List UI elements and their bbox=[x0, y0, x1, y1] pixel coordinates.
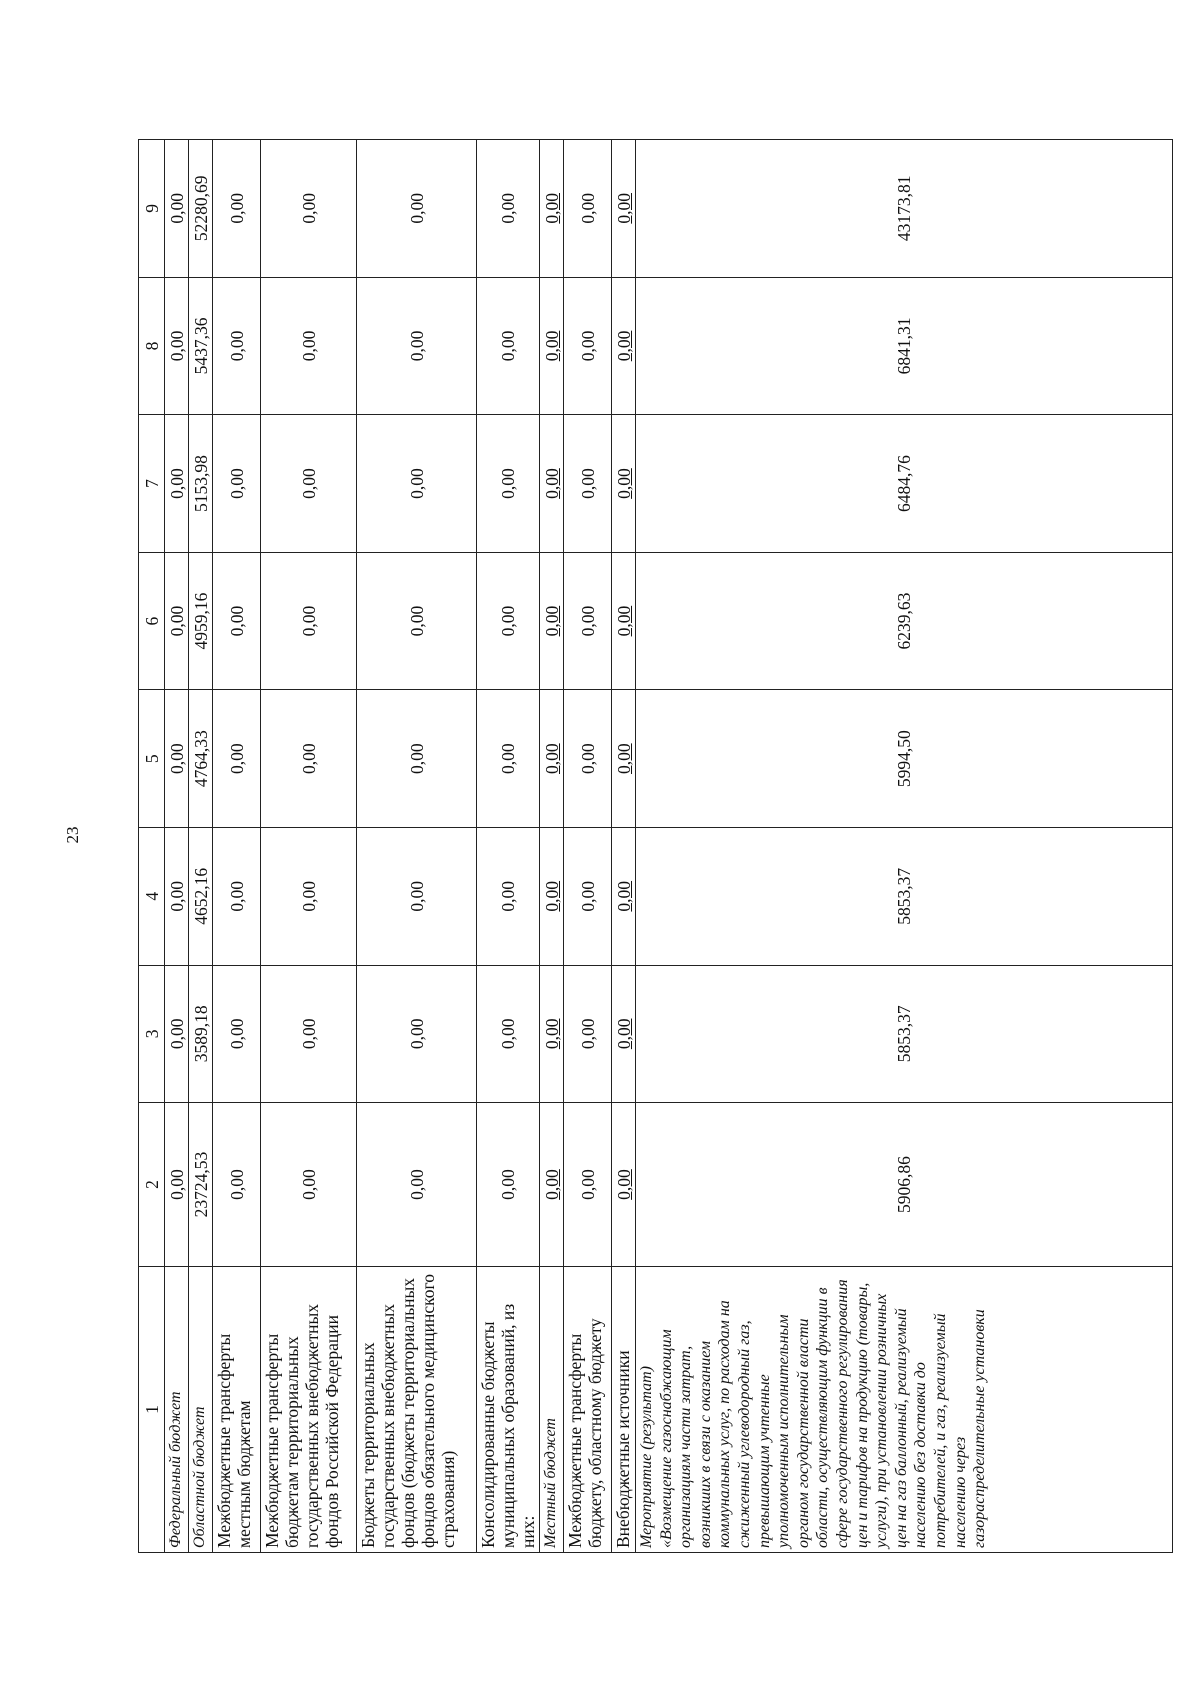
cell-value: 43173,81 bbox=[636, 140, 1173, 278]
cell-value: 0,00 bbox=[357, 690, 477, 828]
cell-value: 0,00 bbox=[261, 140, 357, 278]
cell-value: 0,00 bbox=[357, 965, 477, 1103]
cell-value: 0,00 bbox=[612, 1103, 636, 1267]
cell-value: 0,00 bbox=[165, 965, 189, 1103]
cell-value: 0,00 bbox=[165, 827, 189, 965]
row-label: Местный бюджет bbox=[540, 1266, 564, 1552]
cell-value: 0,00 bbox=[564, 415, 612, 553]
cell-value: 23724,53 bbox=[189, 1103, 213, 1267]
header-cell: 1 bbox=[139, 1266, 165, 1552]
cell-value: 0,00 bbox=[213, 415, 261, 553]
cell-value: 0,00 bbox=[612, 827, 636, 965]
cell-value: 5853,37 bbox=[636, 965, 1173, 1103]
row-label: Областной бюджет bbox=[189, 1266, 213, 1552]
table-row bbox=[636, 140, 1173, 1553]
cell-value: 5437,36 bbox=[189, 277, 213, 415]
header-cell: 2 bbox=[139, 1103, 165, 1267]
cell-value: 5153,98 bbox=[189, 415, 213, 553]
cell-value: 0,00 bbox=[612, 140, 636, 278]
header-cell: 3 bbox=[139, 965, 165, 1103]
cell-value: 0,00 bbox=[564, 690, 612, 828]
cell-value: 0,00 bbox=[261, 827, 357, 965]
cell-value: 0,00 bbox=[261, 1103, 357, 1267]
cell-value: 0,00 bbox=[540, 1103, 564, 1267]
cell-value: 0,00 bbox=[261, 415, 357, 553]
cell-value: 5994,50 bbox=[636, 690, 1173, 828]
header-cell: 5 bbox=[139, 690, 165, 828]
table-row bbox=[477, 140, 540, 1553]
cell-value: 0,00 bbox=[477, 690, 540, 828]
header-cell: 7 bbox=[139, 415, 165, 553]
table-row bbox=[540, 140, 564, 1553]
cell-value: 0,00 bbox=[477, 827, 540, 965]
cell-value: 0,00 bbox=[357, 415, 477, 553]
cell-value: 5853,37 bbox=[636, 827, 1173, 965]
cell-value: 0,00 bbox=[357, 552, 477, 690]
cell-value: 6239,63 bbox=[636, 552, 1173, 690]
table-row bbox=[165, 140, 189, 1553]
cell-value: 0,00 bbox=[477, 965, 540, 1103]
cell-value: 0,00 bbox=[213, 552, 261, 690]
cell-value: 0,00 bbox=[564, 1103, 612, 1267]
table-header-row bbox=[139, 140, 165, 1553]
cell-value: 0,00 bbox=[564, 140, 612, 278]
header-cell: 4 bbox=[139, 827, 165, 965]
cell-value: 0,00 bbox=[564, 827, 612, 965]
header-cell: 8 bbox=[139, 277, 165, 415]
cell-value: 0,00 bbox=[477, 415, 540, 553]
budget-table bbox=[138, 139, 1173, 1553]
cell-value: 0,00 bbox=[612, 415, 636, 553]
row-label: Межбюджетные трансферты бюджетам территориальных государственных внебюджетных фондов Российской Федерации bbox=[261, 1266, 357, 1552]
cell-value: 0,00 bbox=[261, 277, 357, 415]
cell-value: 0,00 bbox=[357, 1103, 477, 1267]
rotated-table-wrapper bbox=[138, 139, 1173, 1553]
page-number: 23 bbox=[63, 826, 82, 844]
table-row bbox=[612, 140, 636, 1553]
cell-value: 0,00 bbox=[540, 827, 564, 965]
row-label: Мероприятие (результат) «Возмещение газоснабжающим организациям части затрат, возникших в связи с оказанием коммунальных услуг, по расходам на сжиженный углеводородный газ, превышающим учтенные уполномоченным исполнительным органом государственной власти области, осуществляющим функции в сфере государственного регулирования цен и тарифов на продукцию (товары, услуги), при установлении розничных цен на газ баллонный, реализуемый населению без доставки до потребителей, и газ, реализуемый населению через газораспределительные установки bbox=[636, 1266, 1173, 1552]
cell-value: 6484,76 bbox=[636, 415, 1173, 553]
cell-value: 0,00 bbox=[357, 277, 477, 415]
cell-value: 5906,86 bbox=[636, 1103, 1173, 1267]
cell-value: 0,00 bbox=[564, 965, 612, 1103]
cell-value: 0,00 bbox=[357, 140, 477, 278]
cell-value: 0,00 bbox=[357, 827, 477, 965]
cell-value: 0,00 bbox=[165, 690, 189, 828]
cell-value: 0,00 bbox=[477, 140, 540, 278]
cell-value: 0,00 bbox=[213, 690, 261, 828]
header-cell: 9 bbox=[139, 140, 165, 278]
cell-value: 0,00 bbox=[165, 140, 189, 278]
cell-value: 0,00 bbox=[564, 552, 612, 690]
cell-value: 0,00 bbox=[165, 415, 189, 553]
cell-value: 0,00 bbox=[612, 690, 636, 828]
cell-value: 0,00 bbox=[540, 415, 564, 553]
cell-value: 0,00 bbox=[540, 140, 564, 278]
cell-value: 0,00 bbox=[540, 552, 564, 690]
cell-value: 0,00 bbox=[213, 965, 261, 1103]
header-cell: 6 bbox=[139, 552, 165, 690]
cell-value: 4652,16 bbox=[189, 827, 213, 965]
cell-value: 0,00 bbox=[165, 1103, 189, 1267]
row-label: Межбюджетные трансферты местным бюджетам bbox=[213, 1266, 261, 1552]
cell-value: 0,00 bbox=[261, 552, 357, 690]
cell-value: 0,00 bbox=[540, 965, 564, 1103]
cell-value: 0,00 bbox=[564, 277, 612, 415]
row-label: Бюджеты территориальных государственных внебюджетных фондов (бюджеты территориальных фондов обязательного медицинского страхования) bbox=[357, 1266, 477, 1552]
cell-value: 0,00 bbox=[540, 690, 564, 828]
cell-value: 0,00 bbox=[213, 277, 261, 415]
cell-value: 4764,33 bbox=[189, 690, 213, 828]
table-row bbox=[189, 140, 213, 1553]
cell-value: 52280,69 bbox=[189, 140, 213, 278]
cell-value: 0,00 bbox=[612, 552, 636, 690]
cell-value: 0,00 bbox=[477, 1103, 540, 1267]
cell-value: 6841,31 bbox=[636, 277, 1173, 415]
cell-value: 3589,18 bbox=[189, 965, 213, 1103]
cell-value: 0,00 bbox=[261, 965, 357, 1103]
table-row bbox=[213, 140, 261, 1553]
cell-value: 0,00 bbox=[213, 1103, 261, 1267]
cell-value: 0,00 bbox=[213, 140, 261, 278]
row-label: Внебюджетные источники bbox=[612, 1266, 636, 1552]
row-label: Федеральный бюджет bbox=[165, 1266, 189, 1552]
cell-value: 4959,16 bbox=[189, 552, 213, 690]
table-row bbox=[261, 140, 357, 1553]
cell-value: 0,00 bbox=[477, 552, 540, 690]
cell-value: 0,00 bbox=[165, 552, 189, 690]
cell-value: 0,00 bbox=[612, 277, 636, 415]
cell-value: 0,00 bbox=[261, 690, 357, 828]
table-row bbox=[564, 140, 612, 1553]
cell-value: 0,00 bbox=[213, 827, 261, 965]
cell-value: 0,00 bbox=[165, 277, 189, 415]
cell-value: 0,00 bbox=[612, 965, 636, 1103]
cell-value: 0,00 bbox=[540, 277, 564, 415]
row-label: Консолидированные бюджеты муниципальных образований, из них: bbox=[477, 1266, 540, 1552]
row-label: Межбюджетные трансферты бюджету, областному бюджету bbox=[564, 1266, 612, 1552]
table-row bbox=[357, 140, 477, 1553]
cell-value: 0,00 bbox=[477, 277, 540, 415]
